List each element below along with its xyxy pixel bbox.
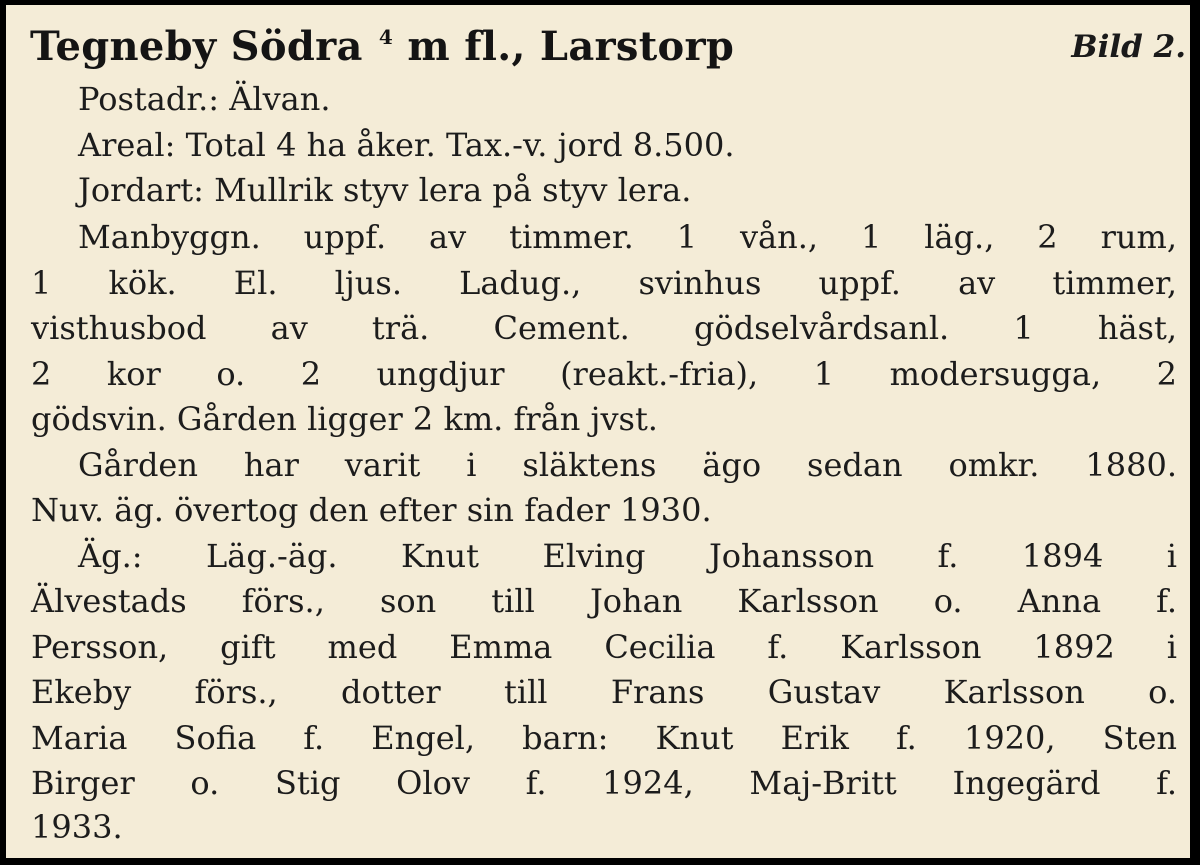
entry-title — [30, 17, 734, 77]
text-line-buildings-3: visthusbod av trä. Cement. gödselvårdsanl. 1 häst, — [31, 309, 1177, 347]
text-line-owner-4: Ekeby förs., dotter till Frans Gustav Karlsson o. — [31, 673, 1177, 711]
entry-title-superscript: 4 — [378, 25, 394, 49]
text-line-area: Areal: Total 4 ha åker. Tax.-v. jord 8.500. — [78, 126, 735, 164]
entry-header — [30, 17, 1186, 77]
text-line-buildings-1: Manbyggn. uppf. av timmer. 1 vån., 1 läg., 2 rum, — [78, 218, 1177, 256]
text-line-owner-7: 1933. — [31, 808, 123, 846]
text-line-owner-5: Maria Sofia f. Engel, barn: Knut Erik f. 1920, Sten — [31, 719, 1177, 757]
figure-reference: Bild 2. — [1071, 29, 1186, 65]
text-line-soil-type: Jordart: Mullrik styv lera på styv lera. — [78, 171, 692, 209]
text-line-owner-2: Älvestads förs., son till Johan Karlsson o. Anna f. — [31, 582, 1177, 620]
text-line-postal-address: Postadr.: Älvan. — [78, 80, 331, 118]
entry-title-rest: m fl., Larstorp — [393, 23, 735, 70]
text-line-buildings-5: gödsvin. Gården ligger 2 km. från jvst. — [31, 400, 658, 438]
document-page — [6, 5, 1190, 858]
text-line-history-2: Nuv. äg. övertog den efter sin fader 1930. — [31, 491, 712, 529]
text-line-owner-1: Äg.: Läg.-äg. Knut Elving Johansson f. 1894 i — [78, 537, 1177, 575]
entry-title-main: Tegneby Södra — [30, 23, 377, 70]
text-line-buildings-4: 2 kor o. 2 ungdjur (reakt.-fria), 1 modersugga, 2 — [31, 355, 1177, 393]
text-line-history-1: Gården har varit i släktens ägo sedan omkr. 1880. — [78, 446, 1177, 484]
text-line-owner-6: Birger o. Stig Olov f. 1924, Maj-Britt Ingegärd f. — [31, 764, 1177, 802]
text-line-owner-3: Persson, gift med Emma Cecilia f. Karlsson 1892 i — [31, 628, 1177, 666]
text-line-buildings-2: 1 kök. El. ljus. Ladug., svinhus uppf. av timmer, — [31, 264, 1177, 302]
